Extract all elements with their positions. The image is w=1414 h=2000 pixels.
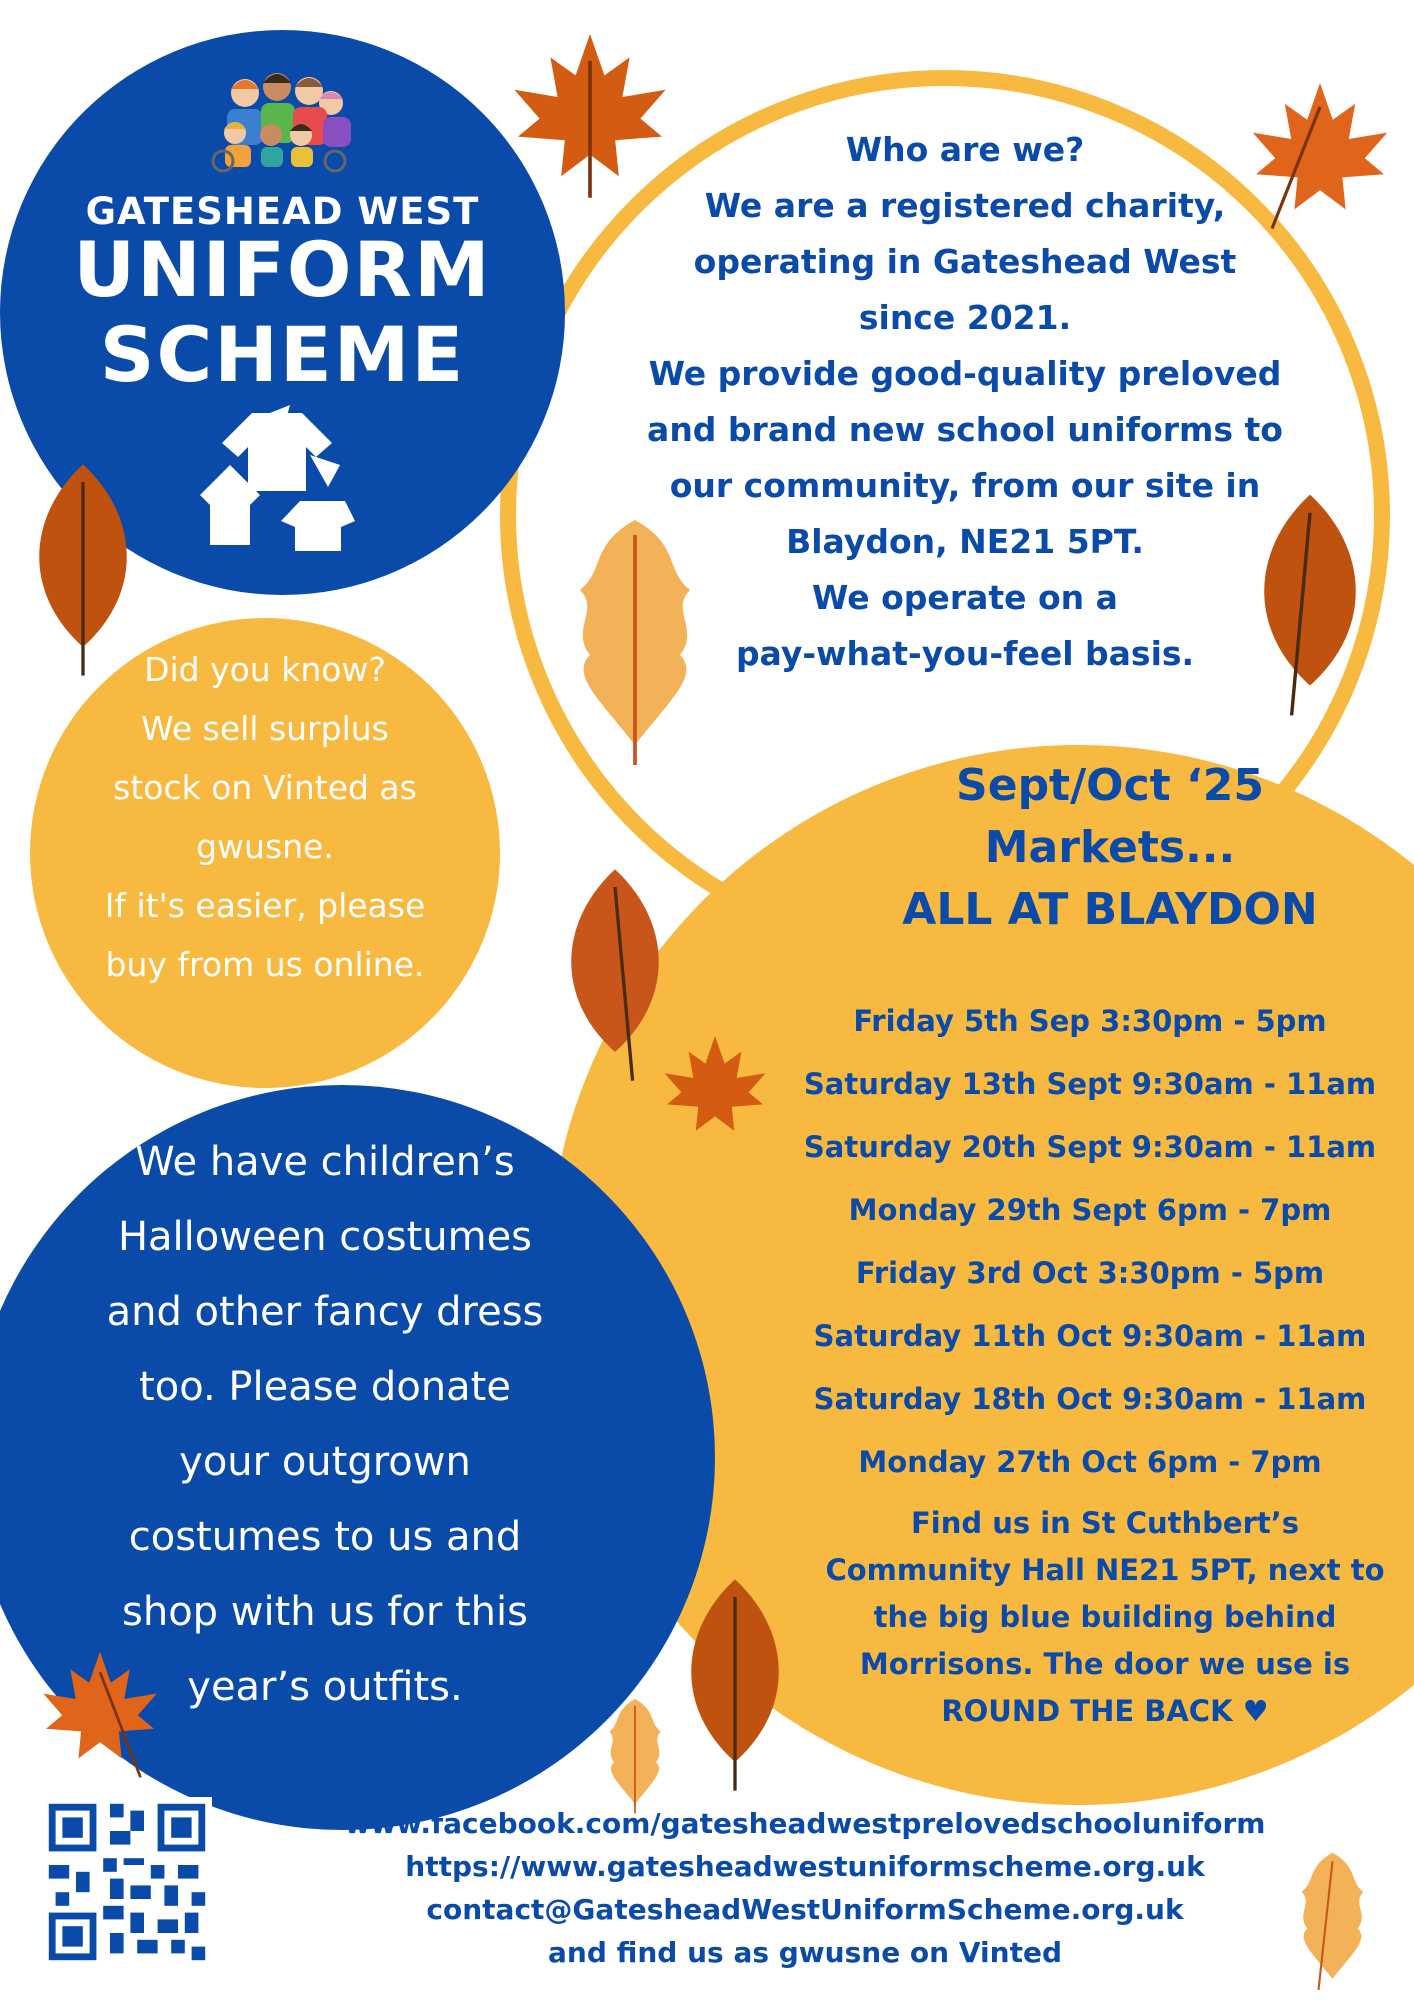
oak-leaf-icon [560,505,710,775]
logo-line-1: GATESHEAD WEST [85,190,480,233]
logo-line-3: SCHEME [99,310,466,399]
who-line: Who are we? [845,130,1085,169]
maple-leaf-icon [25,1645,175,1780]
who-line: and brand new school uniforms to [647,410,1283,449]
find-us-line: Find us in St Cuthbert’s [910,1506,1300,1540]
market-dates-list [770,990,1410,1494]
logo-line-2: UNIFORM [73,225,492,314]
leaf-icon [1235,490,1385,720]
find-us-line: Morrisons. The door we use is [859,1647,1351,1681]
facebook-link[interactable]: www.facebook.com/gatesheadwestprelovedschooluniform [344,1807,1266,1840]
know-line: buy from us online. [105,945,425,984]
market-date: Monday 27th Oct 6pm - 7pm [858,1445,1322,1479]
know-line: stock on Vinted as [113,768,417,807]
leaf-icon [660,1575,810,1795]
market-date: Saturday 13th Sept 9:30am - 11am [803,1067,1377,1101]
maple-leaf-icon [1230,75,1410,235]
market-date: Saturday 20th Sept 9:30am - 11am [803,1130,1377,1164]
halloween-line: your outgrown [179,1439,471,1485]
maple-leaf-icon [650,1030,780,1150]
footer-contacts [230,1802,1380,1974]
did-you-know-text [55,640,475,994]
find-us-text [790,1500,1414,1735]
halloween-line: and other fancy dress [106,1289,544,1335]
who-line: operating in Gateshead West [693,242,1237,281]
know-line: gwusne. [196,827,334,866]
halloween-text [55,1125,595,1725]
halloween-line: too. Please donate [139,1364,511,1410]
who-line: pay-what-you-feel basis. [735,634,1195,673]
markets-heading-line: Markets... [984,822,1236,873]
children-group-icon [205,65,365,173]
find-us-line: ROUND THE BACK ♥ [941,1694,1269,1728]
recycle-clothes-icon [190,405,365,555]
market-date: Monday 29th Sept 6pm - 7pm [848,1193,1332,1227]
know-line: Did you know? [144,650,386,689]
who-line: Blaydon, NE21 5PT. [786,522,1144,561]
vinted-text: and find us as gwusne on Vinted [548,1936,1062,1969]
email-link[interactable]: contact@GatesheadWestUniformScheme.org.uk [426,1893,1184,1926]
know-line: We sell surplus [141,709,389,748]
markets-heading-line: ALL AT BLAYDON [902,884,1318,935]
markets-heading-line: Sept/Oct ‘25 [956,760,1264,811]
website-link[interactable]: https://www.gatesheadwestuniformscheme.org.uk [405,1850,1205,1883]
who-line: our community, from our site in [669,466,1261,505]
halloween-line: Halloween costumes [117,1214,533,1260]
who-line: We provide good-quality preloved [648,354,1282,393]
halloween-line: year’s outfits. [187,1664,463,1710]
halloween-line: We have children’s [135,1139,515,1185]
find-us-line: the big blue building behind [873,1600,1337,1634]
market-date: Saturday 11th Oct 9:30am - 11am [813,1319,1367,1353]
halloween-line: shop with us for this [122,1589,528,1635]
market-date: Friday 5th Sep 3:30pm - 5pm [853,1004,1327,1038]
halloween-line: costumes to us and [128,1514,522,1560]
market-date: Friday 3rd Oct 3:30pm - 5pm [855,1256,1325,1290]
markets-heading [790,755,1414,941]
know-line: If it's easier, please [104,886,426,925]
find-us-line: Community Hall NE21 5PT, next to [825,1553,1385,1587]
market-date: Saturday 18th Oct 9:30am - 11am [813,1382,1367,1416]
who-line: since 2021. [858,298,1072,337]
leaf-icon [8,460,158,680]
who-line: We are a registered charity, [704,186,1226,225]
qr-code-icon[interactable] [42,1797,212,1967]
maple-leaf-icon [490,25,690,205]
who-line: We operate on a [812,578,1118,617]
